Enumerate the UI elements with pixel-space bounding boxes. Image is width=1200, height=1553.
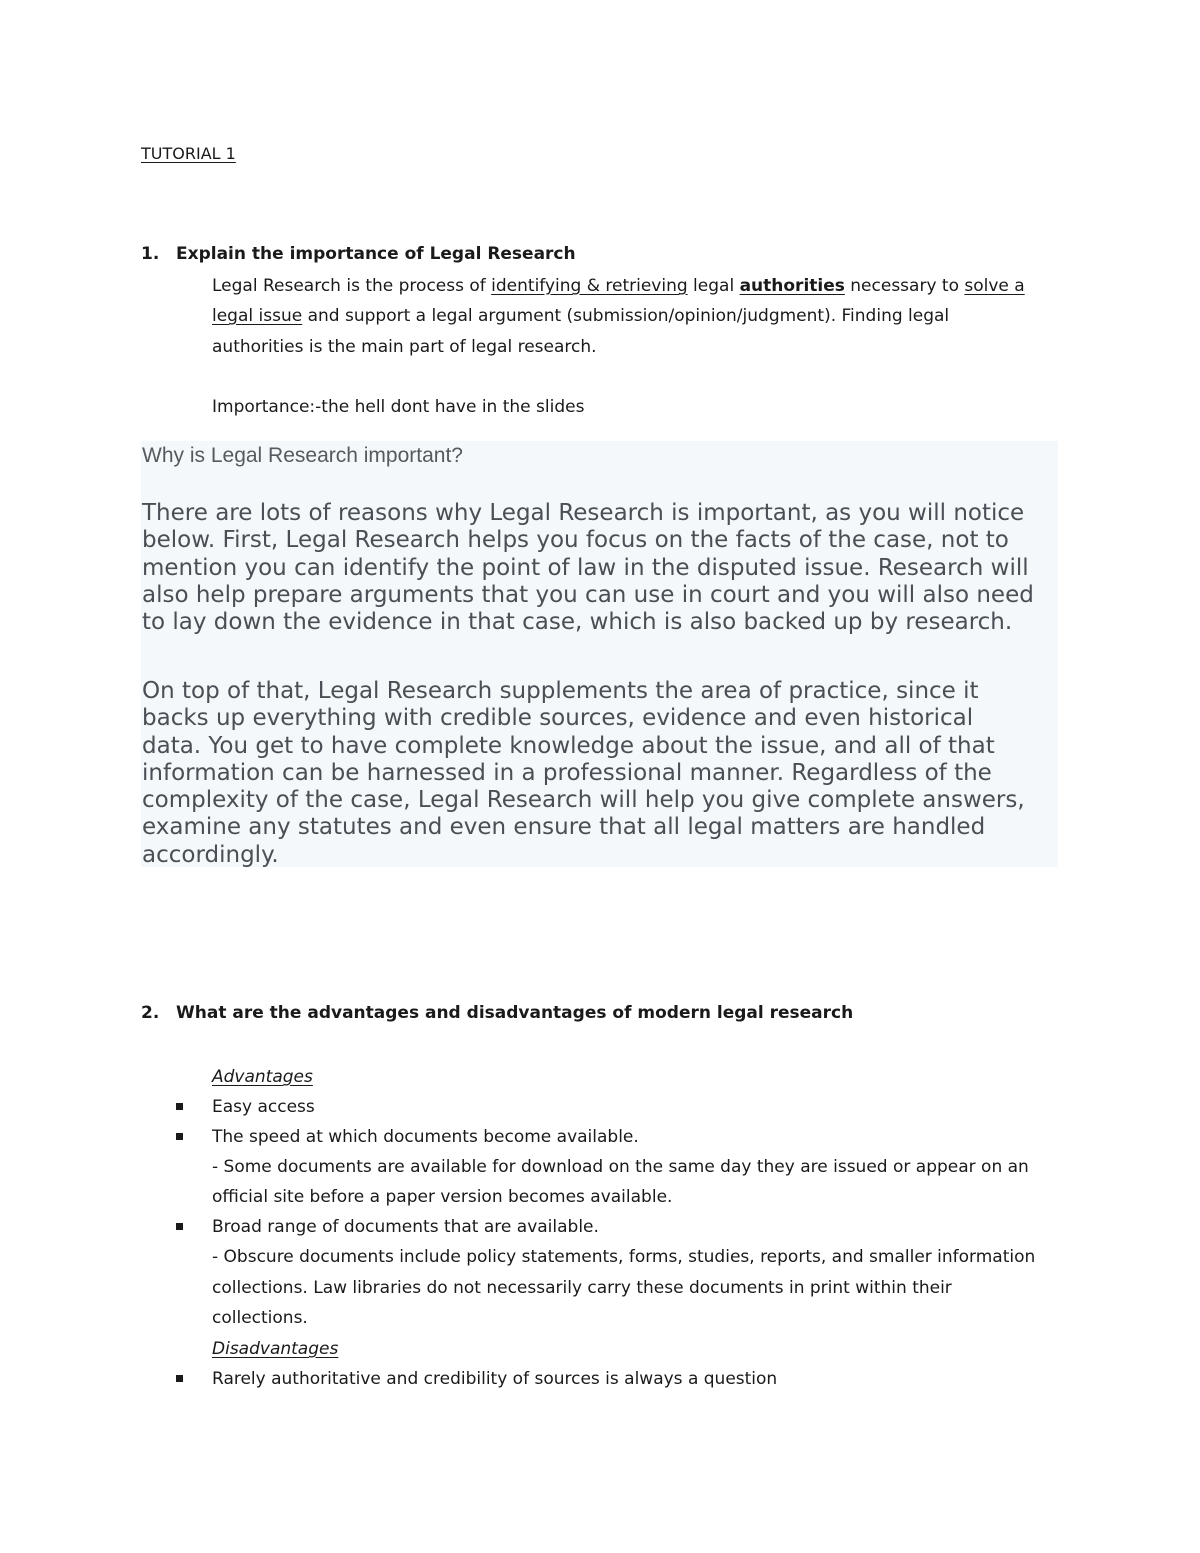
advantage-detail: - Some documents are available for download on the same day they are issued or appear on an <box>212 1157 1029 1177</box>
bullet-icon <box>176 1103 183 1110</box>
excerpt-paragraph-2 <box>142 678 1025 869</box>
advantage-item: The speed at which documents become available. <box>212 1127 639 1147</box>
excerpt-line: complexity of the case, Legal Research will help you give complete answers, <box>142 787 1025 814</box>
advantage-detail: official site before a paper version becomes available. <box>212 1187 673 1207</box>
bullet-icon <box>176 1375 183 1382</box>
excerpt-line: data. You get to have complete knowledge about the issue, and all of that <box>142 732 995 759</box>
bullet-icon <box>176 1133 183 1140</box>
advantage-detail: - Obscure documents include policy statements, forms, studies, reports, and smaller information <box>212 1247 1036 1267</box>
excerpt-line: There are lots of reasons why Legal Research is important, as you will notice <box>142 500 1025 526</box>
excerpt-line: information can be harnessed in a professional manner. Regardless of the <box>142 759 992 786</box>
excerpt-line: below. First, Legal Research helps you focus on the facts of the case, not to <box>142 527 1009 554</box>
question-2-text: What are the advantages and disadvantages of modern legal research <box>176 1003 854 1023</box>
importance-note: Importance:-the hell dont have in the slides <box>212 397 585 417</box>
question-2-number: 2. <box>141 1003 160 1023</box>
advantage-item: Broad range of documents that are available. <box>212 1217 599 1237</box>
q1-answer-line-1 <box>212 271 1025 301</box>
q1-answer-underlined-term: solve a <box>964 276 1025 296</box>
q1-answer-text: legal <box>687 276 740 296</box>
excerpt-line: examine any statutes and even ensure that all legal matters are handled <box>142 814 986 841</box>
bullet-icon <box>176 1223 183 1230</box>
q1-answer-text: necessary to <box>844 276 965 296</box>
disadvantages-heading: Disadvantages <box>212 1339 339 1359</box>
excerpt-line: On top of that, Legal Research supplements the area of practice, since it <box>142 678 979 704</box>
disadvantage-item: Rarely authoritative and credibility of sources is always a question <box>212 1369 778 1389</box>
q1-answer-text: Legal Research is the process of <box>212 276 492 296</box>
q1-answer-line-2 <box>212 301 949 331</box>
q1-answer-line-3: authorities is the main part of legal research. <box>212 337 597 357</box>
q1-answer-underlined-term: identifying & retrieving <box>491 276 688 296</box>
excerpt-line: accordingly. <box>142 841 279 868</box>
excerpt-line: to lay down the evidence in that case, which is also backed up by research. <box>142 609 1013 636</box>
excerpt-paragraph-1 <box>142 500 1034 636</box>
excerpt-line: mention you can identify the point of law in the disputed issue. Research will <box>142 554 1029 581</box>
question-1-text: Explain the importance of Legal Research <box>176 244 576 264</box>
excerpt-line: backs up everything with credible sources, evidence and even historical <box>142 705 974 732</box>
advantages-heading: Advantages <box>212 1067 313 1087</box>
advantage-item: Easy access <box>212 1097 315 1117</box>
question-1-number: 1. <box>141 244 160 264</box>
advantage-detail: collections. <box>212 1308 308 1328</box>
q1-answer-text: and support a legal argument (submission/opinion/judgment). Finding legal <box>302 306 950 326</box>
page-title: TUTORIAL 1 <box>141 144 236 163</box>
excerpt-heading: Why is Legal Research important? <box>142 444 463 467</box>
q1-answer-bold-term: authorities <box>739 276 845 296</box>
q1-answer-underlined-term: legal issue <box>212 306 303 326</box>
excerpt-line: also help prepare arguments that you can use in court and you will also need <box>142 581 1034 608</box>
advantage-detail: collections. Law libraries do not necessarily carry these documents in print within their <box>212 1278 952 1298</box>
